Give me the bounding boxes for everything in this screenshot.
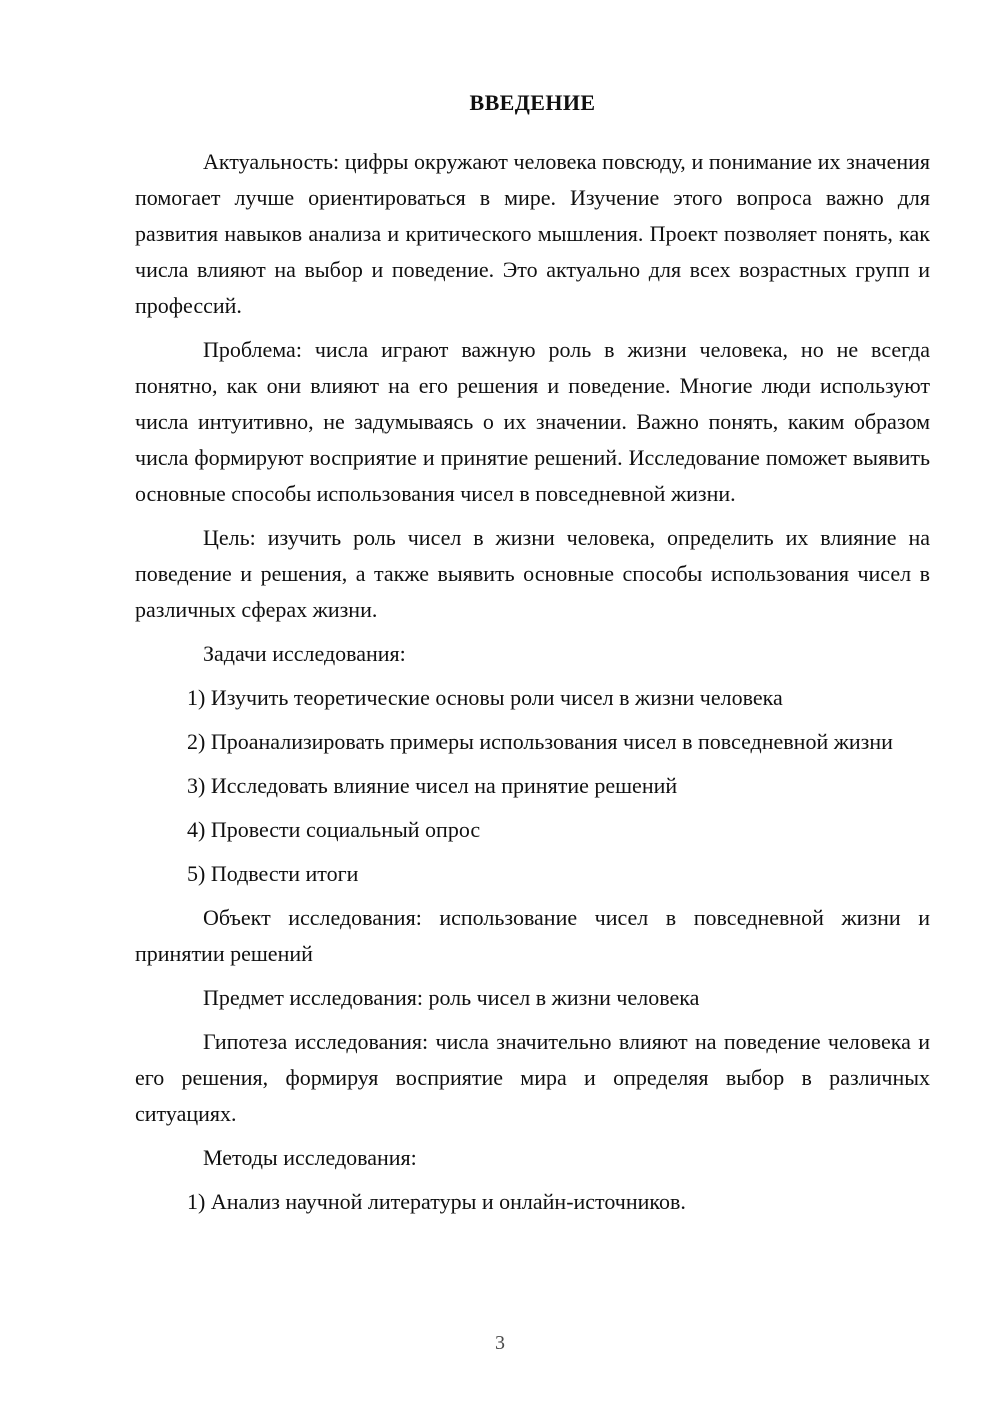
page-title: ВВЕДЕНИЕ	[469, 90, 596, 115]
paragraph-goal: Цель: изучить роль чисел в жизни человека, определить их влияние на поведение и решения, а также выявить основные способы использования чисел в различных сферах жизни.	[135, 524, 930, 622]
list-item: 4) Провести социальный опрос	[187, 816, 481, 842]
list-item: 1) Анализ научной литературы и онлайн-источников.	[187, 1188, 686, 1214]
document-body	[135, 88, 930, 1228]
list-item: 5) Подвести итоги	[187, 860, 359, 886]
paragraph-subject: Предмет исследования: роль чисел в жизни человека	[203, 984, 700, 1010]
page-number: 3	[495, 1332, 505, 1354]
tasks-label: Задачи исследования:	[203, 640, 406, 666]
paragraph-hypothesis: Гипотеза исследования: числа значительно влияют на поведение человека и его решения, формируя восприятие мира и определяя выбор в различных ситуациях.	[135, 1028, 930, 1126]
paragraph-problem: Проблема: числа играют важную роль в жизни человека, но не всегда понятно, как они влияют на его решения и поведение. Многие люди используют числа интуитивно, не задумываясь о их значении. Важно понять, каким образом числа формируют восприятие и принятие решений. Исследование поможет выявить основные способы использования чисел в повседневной жизни.	[135, 336, 930, 506]
paragraph-relevance: Актуальность: цифры окружают человека повсюду, и понимание их значения помогает лучше ориентироваться в мире. Изучение этого вопроса важно для развития навыков анализа и критического мышления. Проект позволяет понять, как числа влияют на выбор и поведение. Это актуально для всех возрастных групп и профессий.	[135, 148, 930, 318]
list-item: 1) Изучить теоретические основы роли чисел в жизни человека	[187, 684, 783, 710]
methods-label: Методы исследования:	[203, 1144, 417, 1170]
list-item: 3) Исследовать влияние чисел на принятие решений	[187, 772, 678, 798]
list-item: 2) Проанализировать примеры использования чисел в повседневной жизни	[187, 728, 893, 754]
paragraph-object: Объект исследования: использование чисел в повседневной жизни и принятии решений	[135, 904, 930, 966]
